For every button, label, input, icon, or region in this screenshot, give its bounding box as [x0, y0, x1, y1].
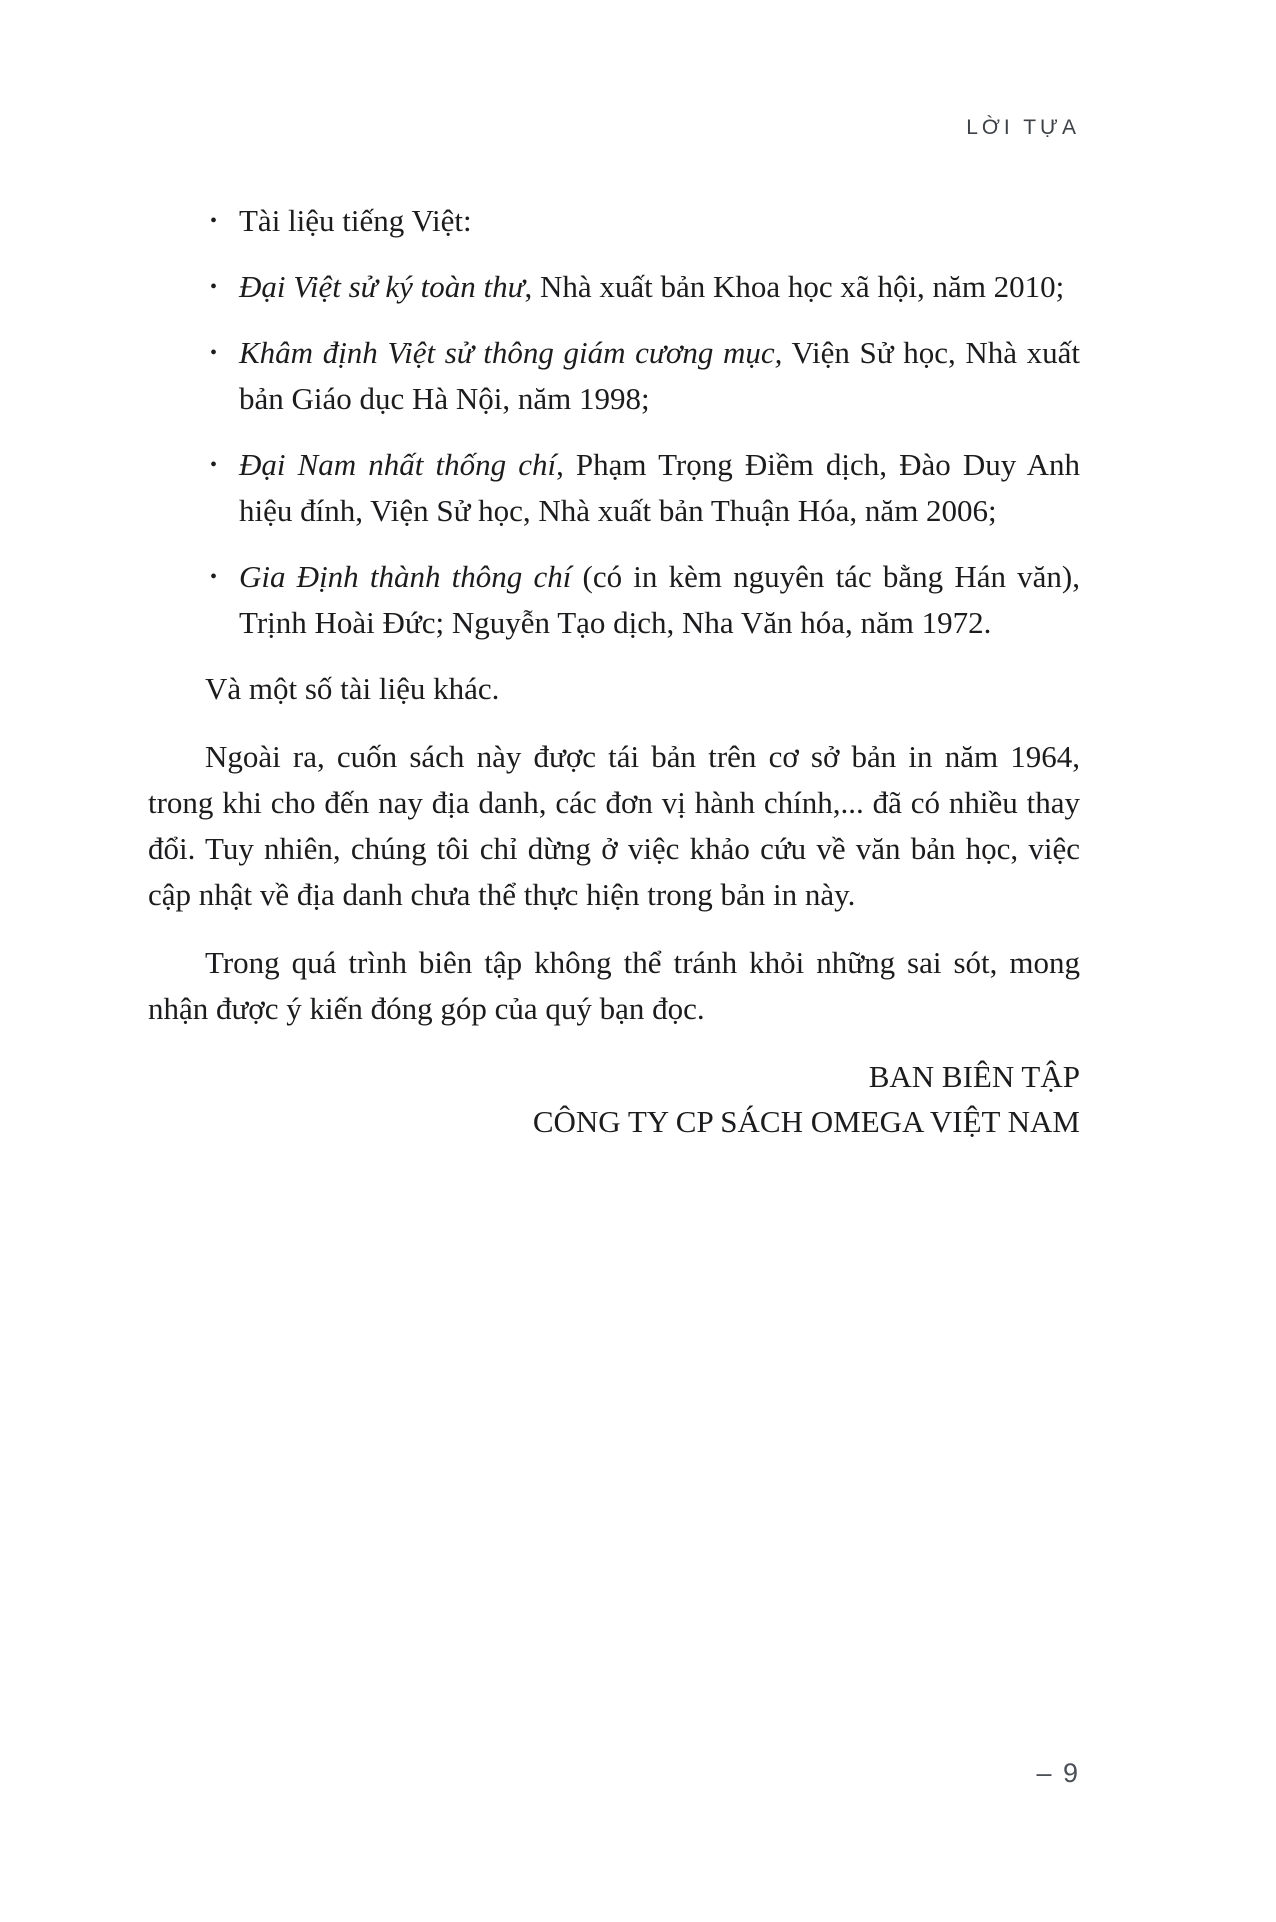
list-item-text: Tài liệu tiếng Việt:	[239, 203, 472, 238]
list-item	[148, 264, 1080, 310]
list-item-text	[239, 264, 1080, 310]
book-title: Gia Định thành thông chí	[239, 559, 572, 594]
page-number: – 9	[1036, 1758, 1080, 1788]
paragraph-editor-note: Trong quá trình biên tập không thể tránh khỏi những sai sót, mong nhận được ý kiến đóng góp của quý bạn đọc.	[148, 945, 1080, 1026]
paragraph-reprint-note: Ngoài ra, cuốn sách này được tái bản trên cơ sở bản in năm 1964, trong khi cho đến nay địa danh, các đơn vị hành chính,... đã có nhiều thay đổi. Tuy nhiên, chúng tôi chỉ dừng ở việc khảo cứu về văn bản học, việc cập nhật về địa danh chưa thể thực hiện trong bản in này.	[148, 739, 1080, 912]
list-item-text	[239, 554, 1080, 646]
running-header: LỜI TỰA	[966, 116, 1080, 139]
item-detail: (có in kèm nguyên tác bằng Hán văn), Trịnh Hoài Đức; Nguyễn Tạo dịch, Nha Văn hóa, năm 1972.	[239, 559, 1080, 640]
list-closing-line: Và một số tài liệu khác.	[205, 671, 500, 706]
list-item	[148, 554, 1080, 646]
bullet-marker: •	[210, 342, 218, 364]
list-item-text	[239, 330, 1080, 422]
item-detail: , Nhà xuất bản Khoa học xã hội, năm 2010;	[524, 269, 1065, 304]
list-item	[148, 442, 1080, 534]
item-detail: Viện Sử học, Nhà xuất bản Giáo dục Hà Nội, năm 1998;	[239, 335, 1080, 416]
list-item	[148, 330, 1080, 422]
book-title: Đại Nam nhất thống chí	[239, 447, 557, 482]
bibliography-list	[148, 198, 1080, 646]
list-item	[148, 198, 1080, 244]
item-detail: , Phạm Trọng Điềm dịch, Đào Duy Anh hiệu đính, Viện Sử học, Nhà xuất bản Thuận Hóa, năm 2006;	[239, 447, 1080, 528]
signature-block	[148, 1054, 1080, 1144]
list-item-text	[239, 442, 1080, 534]
text-column	[148, 116, 1080, 1144]
book-title: Đại Việt sử ký toàn thư	[239, 269, 525, 304]
bullet-marker: •	[210, 566, 218, 588]
bullet-marker: •	[210, 454, 218, 476]
book-title: Khâm định Việt sử thông giám cương mục,	[239, 335, 783, 370]
signature-company: CÔNG TY CP SÁCH OMEGA VIỆT NAM	[532, 1104, 1080, 1139]
bullet-marker: •	[210, 210, 218, 232]
signature-editorial-board: BAN BIÊN TẬP	[868, 1059, 1080, 1094]
bullet-marker: •	[210, 276, 218, 298]
